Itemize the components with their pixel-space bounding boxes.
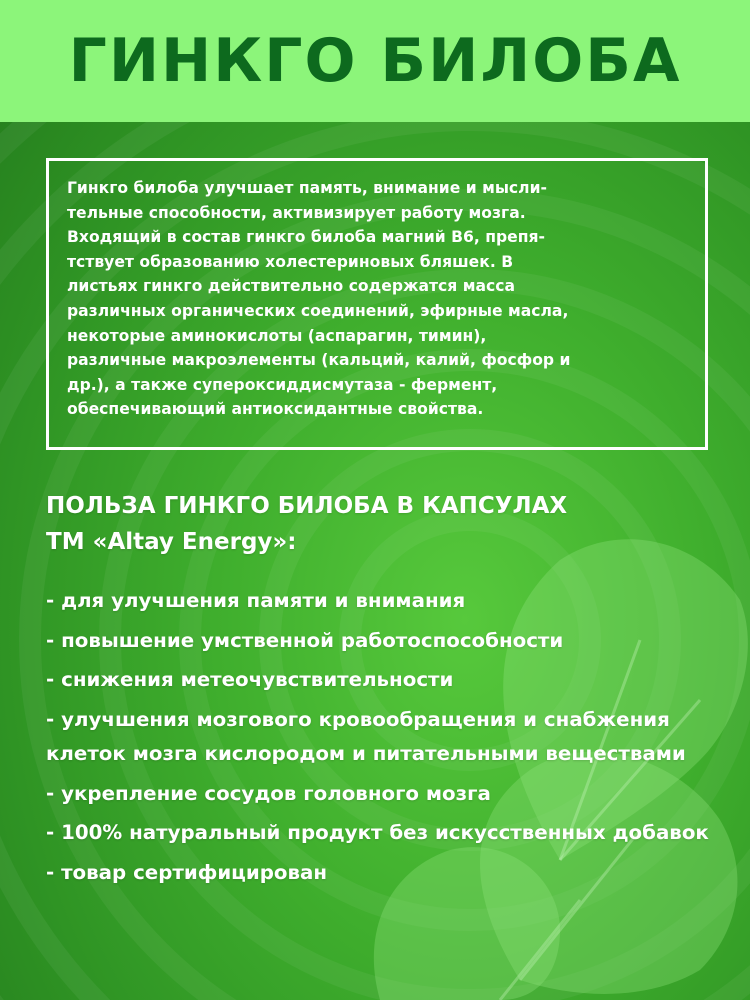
info-line: различных органических соединений, эфирные масла, — [67, 301, 569, 320]
page-title: ГИНКГО БИЛОБА — [68, 26, 682, 96]
info-line: Входящий в состав гинкго билоба магний В6, препя- — [67, 228, 545, 247]
info-line: тельные способности, активизирует работу мозга. — [67, 203, 526, 222]
info-line: листьях гинкго действительно содержатся масса — [67, 277, 516, 296]
info-line: др.), а также супероксиддисмутаза - фермент, — [67, 375, 498, 394]
info-text — [67, 176, 687, 422]
info-line: различные макроэлементы (кальций, калий, фосфор и — [67, 351, 571, 370]
info-box — [46, 158, 708, 450]
benefit-item: - улучшения мозгового кровообращения и снабжения клеток мозга кислородом и питательными веществами — [46, 707, 686, 765]
info-line: Гинкго билоба улучшает память, внимание и мысли- — [67, 179, 547, 197]
benefits-heading-line-2: ТМ «Altay Energy»: — [46, 529, 297, 555]
benefit-item: - снижения метеочувствительности — [46, 668, 454, 691]
benefit-item: - 100% натуральный продукт без искусственных добавок — [46, 821, 709, 844]
benefit-item: - повышение умственной работоспособности — [46, 628, 564, 652]
benefit-item: - товар сертифицирован — [46, 860, 327, 884]
benefit-item: - для улучшения памяти и внимания — [46, 589, 466, 612]
header-banner — [0, 0, 750, 122]
info-line: некоторые аминокислоты (аспарагин, тимин), — [67, 326, 487, 345]
benefits-list — [46, 584, 726, 895]
benefits-heading-line-1: ПОЛЬЗА ГИНКГО БИЛОБА В КАПСУЛАХ — [46, 493, 568, 519]
benefits-heading — [46, 488, 726, 560]
info-line: обеспечивающий антиоксидантные свойства. — [67, 400, 484, 419]
info-line: тствует образованию холестериновых бляшек. В — [67, 252, 514, 271]
benefit-item: - укрепление сосудов головного мозга — [46, 781, 491, 805]
